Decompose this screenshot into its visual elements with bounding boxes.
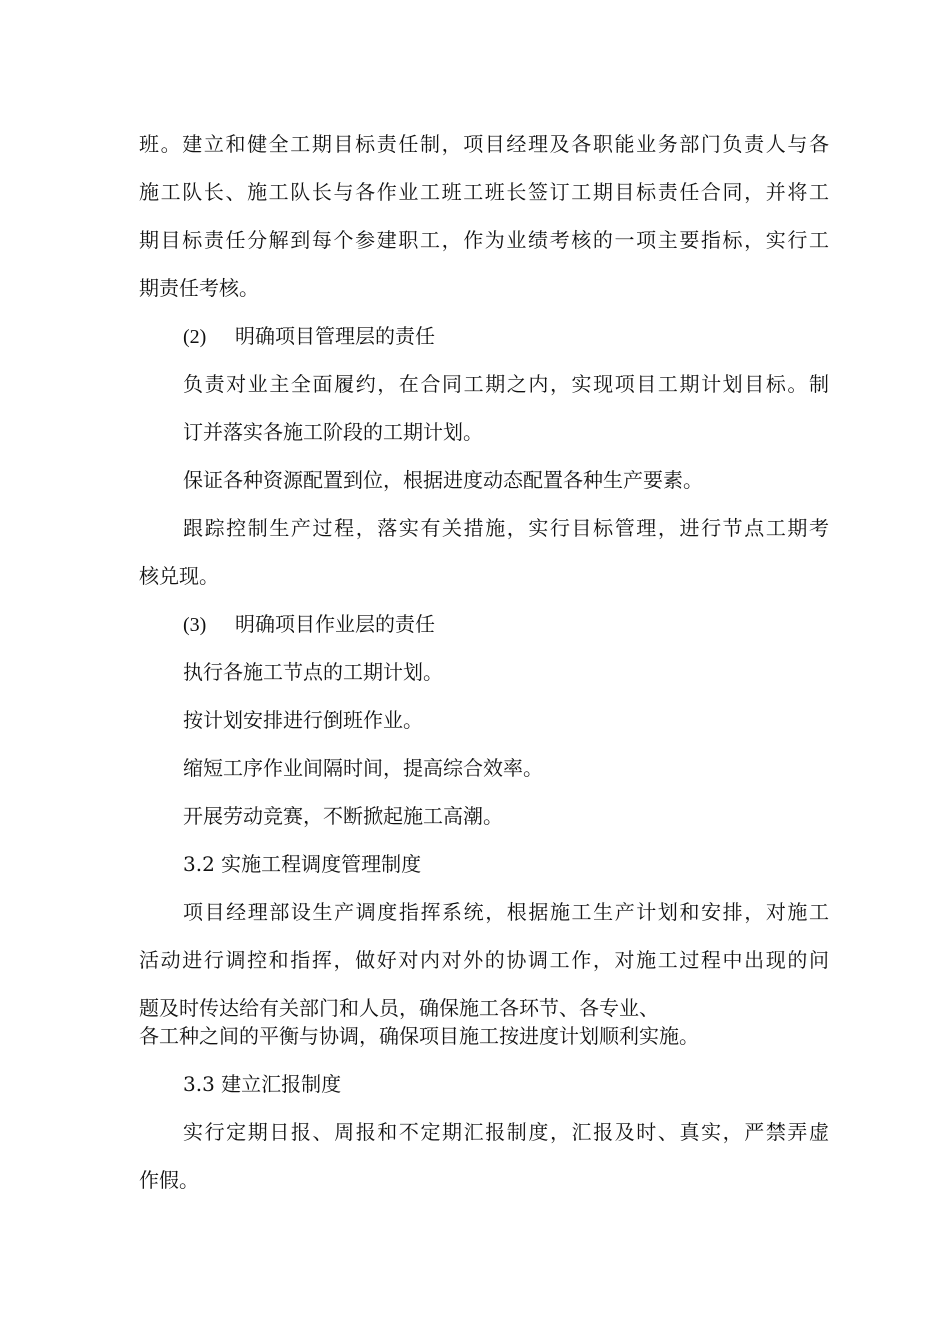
body-text-line: 缩短工序作业间隔时间，提高综合效率。: [183, 756, 543, 780]
numbered-heading: [183, 322, 829, 351]
body-text-line: 施工队长、施工队长与各作业工班工班长签订工期目标责任合同，并将工: [139, 180, 829, 204]
item-number: (3): [183, 614, 207, 636]
body-text-line: 执行各施工节点的工期计划。: [183, 660, 443, 684]
body-text-line: 项目经理部设生产调度指挥系统，根据施工生产计划和安排，对施工: [183, 900, 829, 924]
body-text-line: 实行定期日报、周报和不定期汇报制度，汇报及时、真实，严禁弄虚: [183, 1120, 829, 1144]
body-text-line: 开展劳动竞赛，不断掀起施工高潮。: [183, 804, 503, 828]
body-text-line: 活动进行调控和指挥，做好对内对外的协调工作，对施工过程中出现的问: [139, 948, 829, 972]
body-text-line: 期责任考核。: [139, 276, 259, 300]
section-heading: 3.2 实施工程调度管理制度: [183, 852, 422, 876]
body-text-line: 跟踪控制生产过程，落实有关措施，实行目标管理，进行节点工期考: [183, 516, 829, 540]
body-text-line: 订并落实各施工阶段的工期计划。: [183, 420, 483, 444]
body-text-line: 负责对业主全面履约，在合同工期之内，实现项目工期计划目标。制: [183, 372, 829, 396]
numbered-heading: [183, 610, 829, 639]
body-text-line: 各工种之间的平衡与协调，确保项目施工按进度计划顺利实施。: [139, 1024, 699, 1048]
body-text-line: 作假。: [139, 1168, 199, 1192]
body-text-line: 保证各种资源配置到位，根据进度动态配置各种生产要素。: [183, 468, 703, 492]
heading-text: 明确项目管理层的责任: [235, 324, 435, 348]
heading-text: 明确项目作业层的责任: [235, 612, 435, 636]
section-heading: 3.3 建立汇报制度: [183, 1072, 342, 1096]
body-text-line: 期目标责任分解到每个参建职工，作为业绩考核的一项主要指标，实行工: [139, 228, 829, 252]
item-number: (2): [183, 326, 207, 348]
body-text-line: 核兑现。: [139, 564, 219, 588]
body-text-line: 题及时传达给有关部门和人员，确保施工各环节、各专业、: [139, 996, 659, 1020]
body-text-line: 按计划安排进行倒班作业。: [183, 708, 423, 732]
body-text-line: 班。建立和健全工期目标责任制，项目经理及各职能业务部门负责人与各: [139, 132, 829, 156]
